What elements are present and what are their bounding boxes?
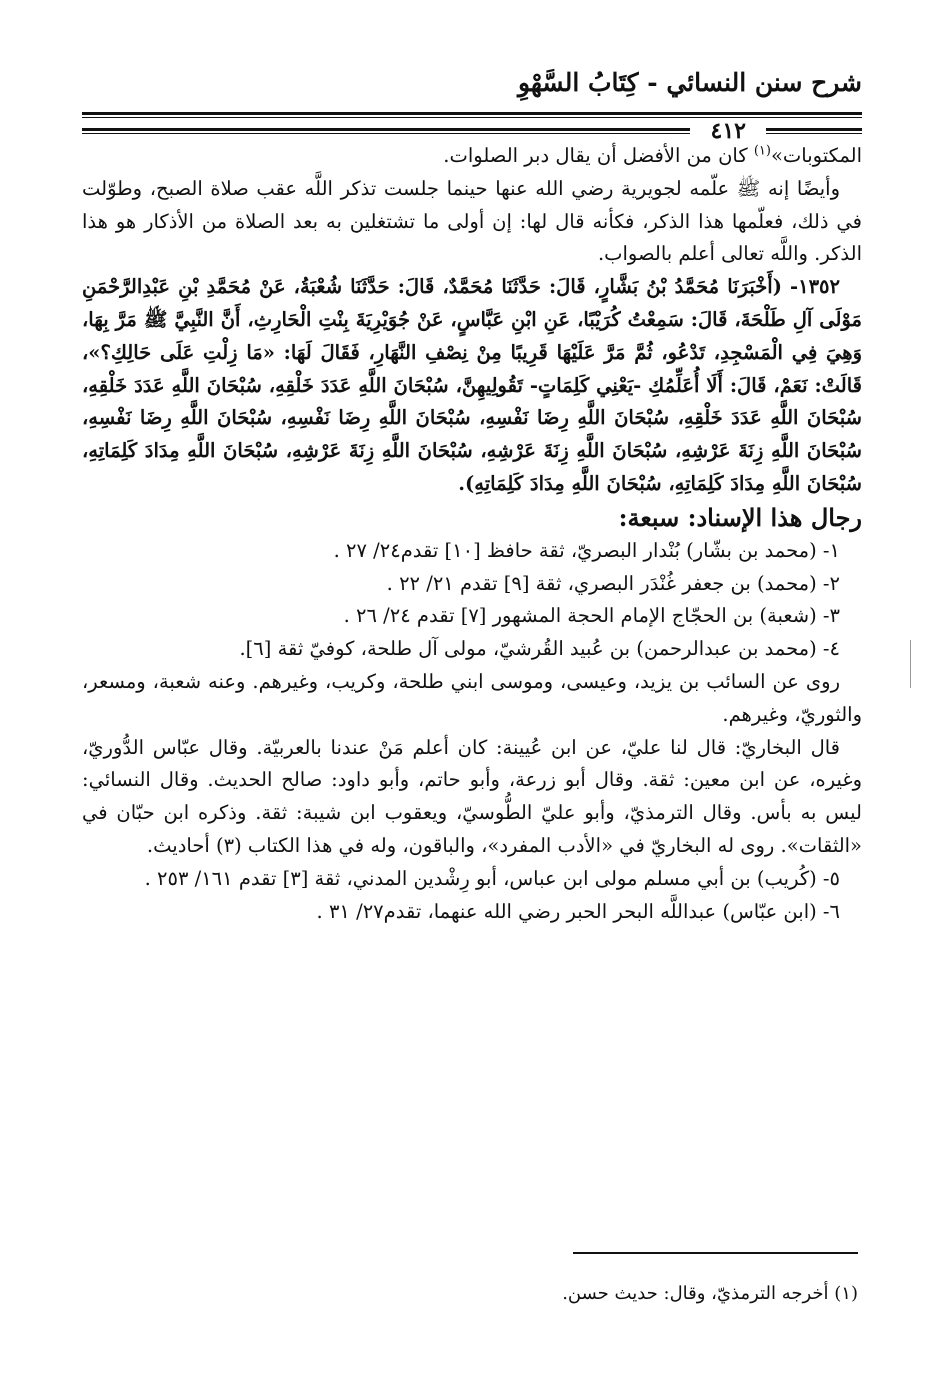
margin-mark bbox=[910, 640, 911, 688]
page-header bbox=[82, 40, 862, 144]
narrator-3: ٣- (شعبة) بن الحجّاج الإمام الحجة المشهور [٧] تقدم ٢٤/ ٢٦ . bbox=[343, 604, 840, 628]
paragraph-continuation: المكتوبات»$^{(١)}$ كان من الأفضل أن يقال دبر الصلوات. bbox=[443, 143, 862, 167]
narrator-6: ٦- (ابن عبّاس) عبداللَّه البحر الحبر رضي الله عنهما، تقدم٢٧/ ٣١ . bbox=[316, 899, 840, 923]
footnote-separator bbox=[573, 1252, 858, 1254]
page-number-rule-right bbox=[766, 128, 862, 134]
page-number-rule-left bbox=[82, 128, 690, 134]
hadith-text: ١٣٥٢- (أَخْبَرَنَا مُحَمَّدُ بْنُ بَشَّارٍ، قَالَ: حَدَّثَنَا مُحَمَّدٌ، قَالَ: حَدَّثَنَا شُعْبَةُ، عَنْ مُحَمَّدِ بْنِ عَبْدِالرَّحْمَنِ مَوْلَى آلِ طَلْحَةَ، قَالَ: سَمِعْتُ كُرَيْبًا، عَنِ ابْنِ عَبَّاسٍ، عَنْ جُوَيْرِيَةَ بِنْتِ الْحَارِثِ، أَنَّ النَّبِيَّ ﷺ مَرَّ بِهَا، وَهِيَ فِي الْمَسْجِدِ، تَدْعُو، ثُمَّ مَرَّ عَلَيْهَا قَرِيبًا مِنْ نِصْفِ النَّهَارِ، فَقَالَ لَهَا: «مَا زِلْتِ عَلَى حَالِكِ؟»، قَالَتْ: نَعَمْ، قَالَ: أَلَا أُعَلِّمُكِ -يَعْنِي كَلِمَاتٍ- تَقُولِيهِنَّ، سُبْحَانَ اللَّهِ عَدَدَ خَلْقِهِ، سُبْحَانَ اللَّهِ عَدَدَ خَلْقِهِ، سُبْحَانَ اللَّهِ عَدَدَ خَلْقِهِ، سُبْحَانَ اللَّهِ رِضَا نَفْسِهِ، سُبْحَانَ اللَّهِ رِضَا نَفْسِهِ، سُبْحَانَ اللَّهِ رِضَا نَفْسِهِ، سُبْحَانَ اللَّهِ زِنَةَ عَرْشِهِ، سُبْحَانَ اللَّهِ زِنَةَ عَرْشِهِ، سُبْحَانَ اللَّهِ زِنَةَ عَرْشِهِ، سُبْحَانَ اللَّهِ مِدَادَ كَلِمَاتِهِ، سُبْحَانَ اللَّهِ مِدَادَ كَلِمَاتِهِ، سُبْحَانَ اللَّهِ مِدَادَ كَلِمَاتِهِ). bbox=[82, 275, 862, 495]
narrator-5: ٥- (كُريب) بن أبي مسلم مولى ابن عباس، أبو رِشْدين المدني، ثقة [٣] تقدم ١٦١/ ٢٥٣ . bbox=[144, 866, 840, 890]
running-title: شرح سنن النسائي - كِتَابُ السَّهْوِ bbox=[517, 68, 862, 97]
narrator-4-details: روى عن السائب بن يزيد، وعيسى، وموسى ابني طلحة، وكريب، وغيرهم. وعنه شعبة، ومسعر، والثوريّ، وغيرهم. bbox=[82, 669, 862, 726]
narrator-4: ٤- (محمد بن عبدالرحمن) بن عُبيد القُرشيّ، مولى آل طلحة، كوفيّ ثقة [٦]. bbox=[239, 637, 840, 661]
narrator-1: ١- (محمد بن بشّار) بُنْدار البصريّ، ثقة حافظ [١٠] تقدم٢٤/ ٢٧ . bbox=[333, 538, 840, 562]
paragraph-commentary: وأيضًا إنه ﷺ علّمه لجويرية رضي الله عنها حينما جلست تذكر اللَّه عقب صلاة الصبح، وطوّلت في ذلك، فعلّمها هذا الذكر، فكأنه قال لها: إن أولى ما تشتغلين به بعد الصلاة من الأذكار هو هذا الذكر. واللَّه تعالى أعلم بالصواب. bbox=[82, 176, 862, 266]
narrator-4-grading: قال البخاريّ: قال لنا عليّ، عن ابن عُيينة: كان أعلم مَنْ عندنا بالعربيّة. وقال عبّاس الدُّوريّ، وغيره، عن ابن معين: ثقة. وقال أبو زرعة، وأبو حاتم، وأبو داود: صالح الحديث. وقال النسائي: ليس به بأس. وقال الترمذيّ، وأبو عليّ الطُّوسيّ، ويعقوب ابن شيبة: ثقة. وذكره ابن حبّان في «الثقات». روى له البخاريّ في «الأدب المفرد»، والباقون، وله في هذا الكتاب (٣) أحاديث. bbox=[82, 735, 862, 857]
narrator-2: ٢- (محمد) بن جعفر غُنْدَر البصري، ثقة [٩] تقدم ٢١/ ٢٢ . bbox=[386, 571, 840, 595]
page-body bbox=[82, 140, 862, 928]
section-heading: رجال هذا الإسناد: سبعة: bbox=[618, 502, 862, 532]
footnote: (١) أخرجه الترمذيّ، وقال: حديث حسن. bbox=[562, 1283, 858, 1304]
page-number: ٤١٢ bbox=[703, 118, 754, 144]
footnote-marker: (١) bbox=[753, 143, 771, 159]
